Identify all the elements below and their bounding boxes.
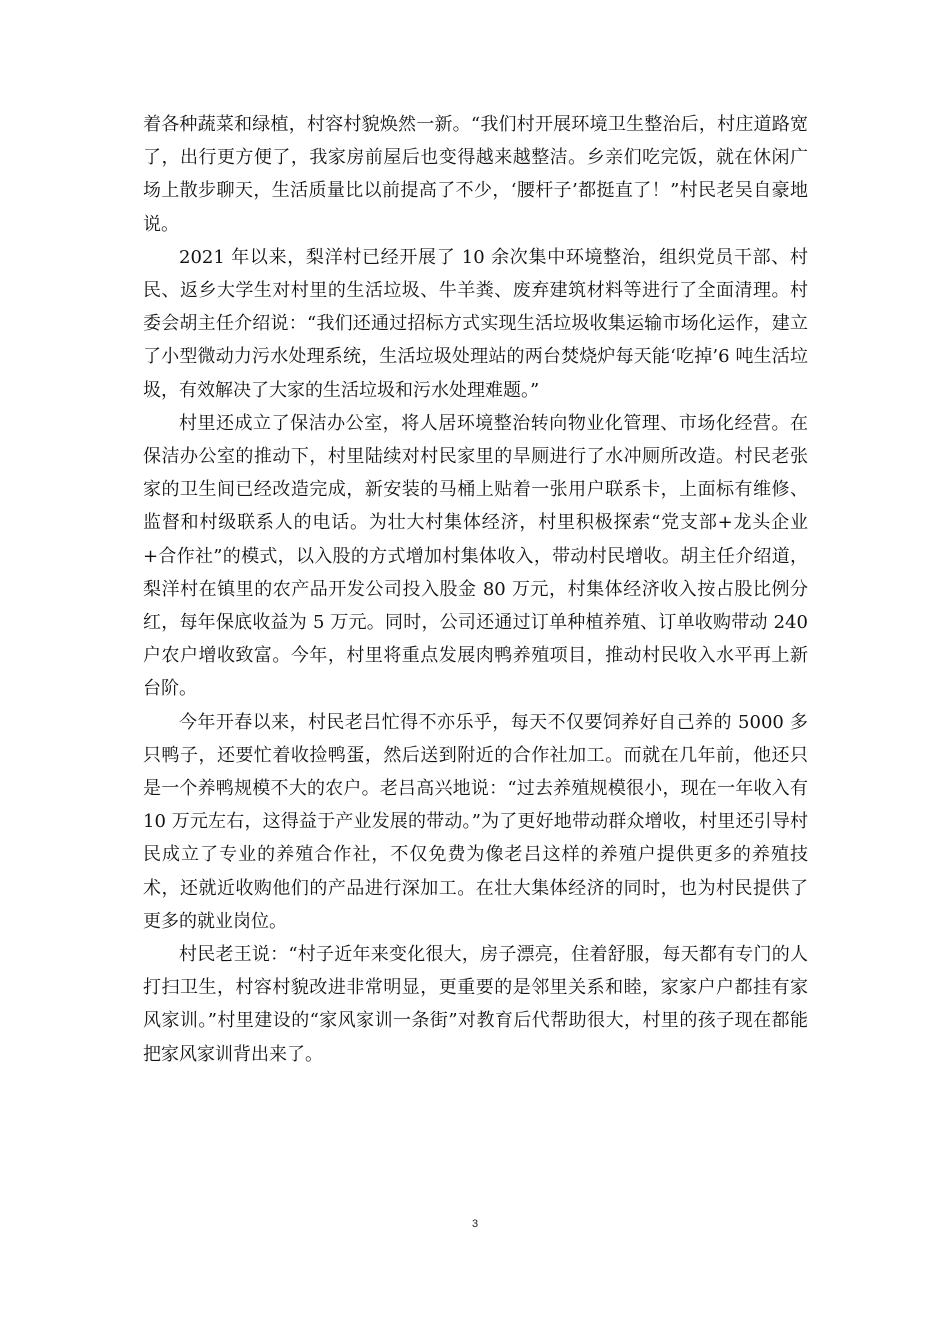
paragraph-environment-campaign: 2021 年以来，梨洋村已经开展了 10 余次集中环境整治，组织党员干部、村民、返乡大学生对村里的生活垃圾、牛羊粪、废弃建筑材料等进行了全面清理。村委会胡主任介绍说：“我们还通过招标方式实现生活垃圾收集运输市场化运作，建立了小型微动力污水处理系统，生活垃圾处理站的两台焚烧炉每天能‘吃掉’6 吨生活垃圾，有效解决了大家的生活垃圾和污水处理难题。” xyxy=(143,246,808,401)
article-body xyxy=(143,108,808,1071)
paragraph-continuation: 着各种蔬菜和绿植，村容村貌焕然一新。“我们村开展环境卫生整治后，村庄道路宽了，出行更方便了，我家房前屋后也变得越来越整洁。乡亲们吃完饭，就在休闲广场上散步聊天，生活质量比以前提高了不少，‘腰杆子’都挺直了！”村民老吴自豪地说。 xyxy=(143,114,808,235)
page-number: 3 xyxy=(471,1218,479,1230)
paragraph-family-rules: 村民老王说：“村子近年来变化很大，房子漂亮，住着舒服，每天都有专门的人打扫卫生，村容村貌改进非常明显，更重要的是邻里关系和睦，家家户户都挂有家风家训。”村里建设的“家风家训一条街”对教育后代帮助很大，村里的孩子现在都能把家风家训背出来了。 xyxy=(143,944,808,1065)
paragraph-cleaning-office: 村里还成立了保洁办公室，将人居环境整治转向物业化管理、市场化经营。在保洁办公室的推动下，村里陆续对村民家里的旱厕进行了水冲厕所改造。村民老张家的卫生间已经改造完成，新安装的马桶上贴着一张用户联系卡，上面标有维修、监督和村级联系人的电话。为壮大村集体经济，村里积极探索“党支部+龙头企业+合作社”的模式，以入股的方式增加村集体收入，带动村民增收。胡主任介绍道，梨洋村在镇里的农产品开发公司投入股金 80 万元，村集体经济收入按占股比例分红，每年保底收益为 5 万元。同时，公司还通过订单种植养殖、订单收购带动 240 户农户增收致富。今年，村里将重点发展肉鸭养殖项目，推动村民收入水平再上新台阶。 xyxy=(143,412,808,700)
paragraph-duck-farming: 今年开春以来，村民老吕忙得不亦乐乎，每天不仅要饲养好自己养的 5000 多只鸭子，还要忙着收捡鸭蛋，然后送到附近的合作社加工。而就在几年前，他还只是一个养鸭规模不大的农户。老吕高兴地说：“过去养殖规模很小，现在一年收入有 10 万元左右，这得益于产业发展的带动。”为了更好地带动群众增收，村里还引导村民成立了专业的养殖合作社，不仅免费为像老吕这样的养殖户提供更多的养殖技术，还就近收购他们的产品进行深加工。在壮大集体经济的同时，也为村民提供了更多的就业岗位。 xyxy=(143,711,808,932)
